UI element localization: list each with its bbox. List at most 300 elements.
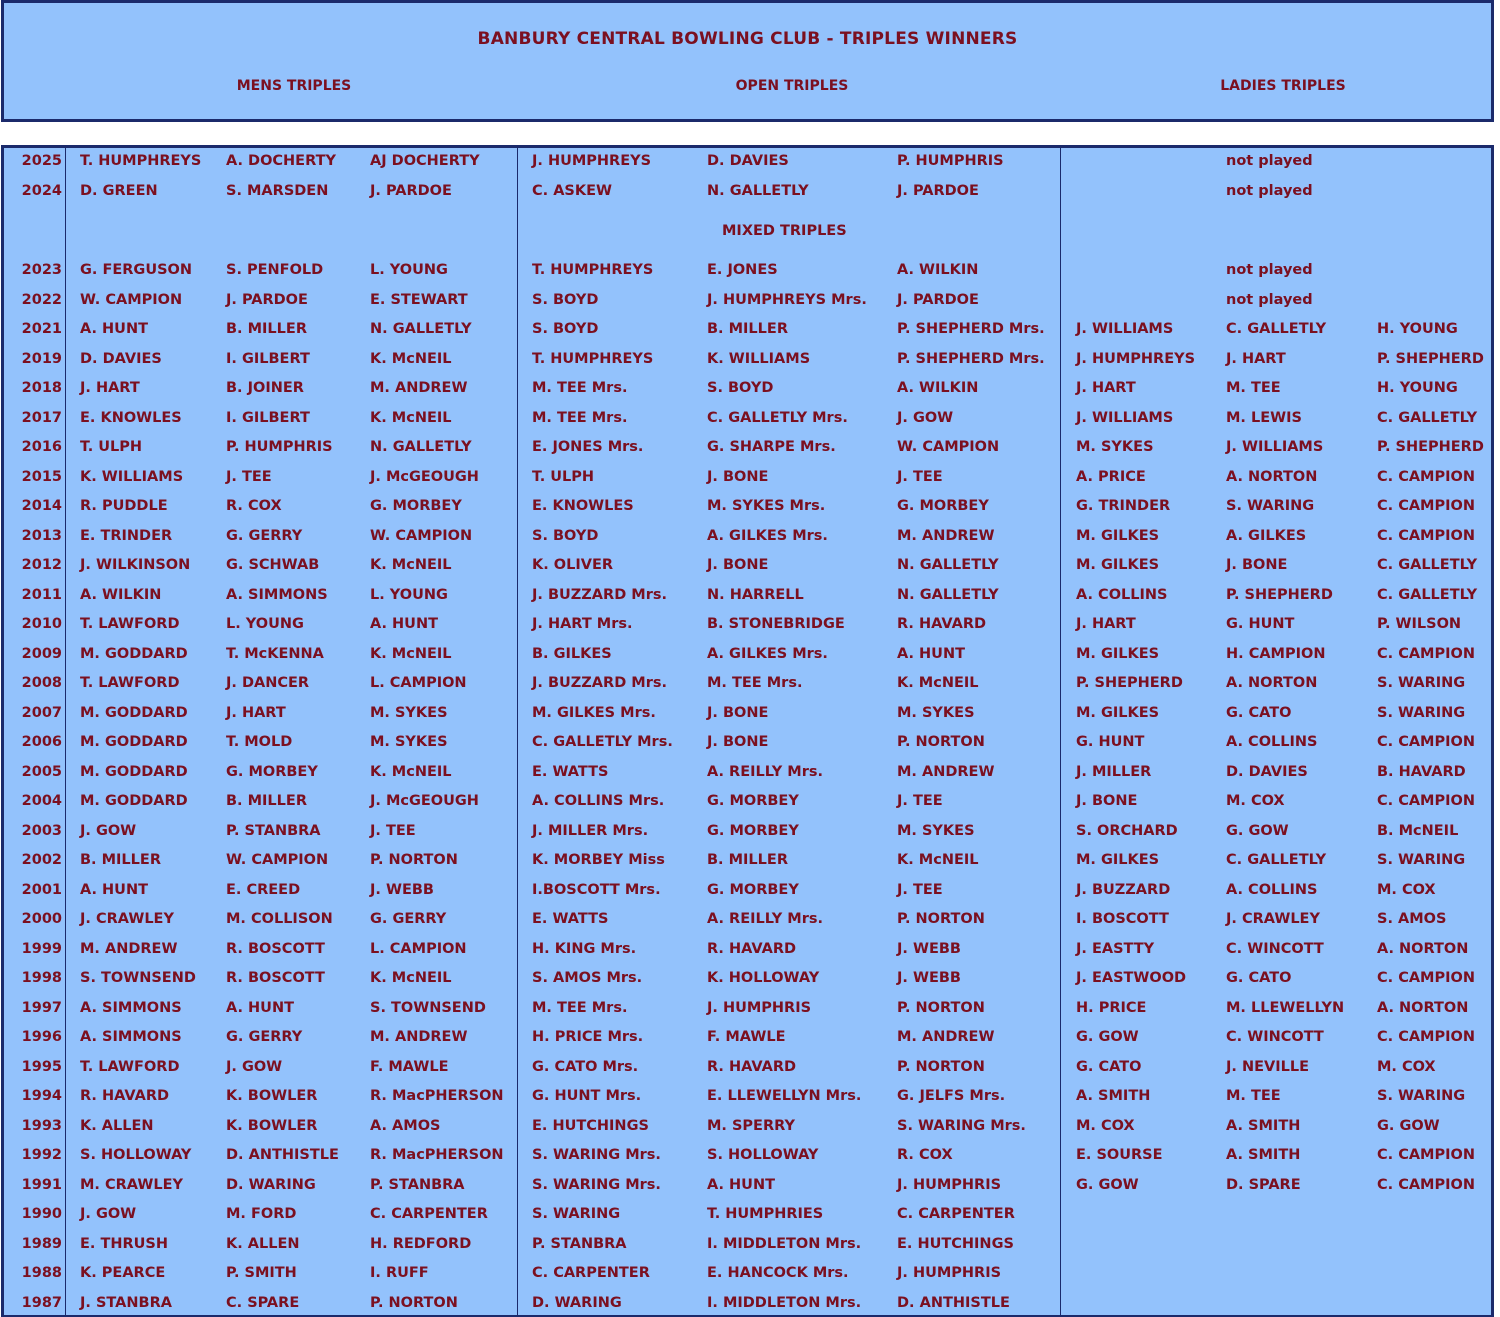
open-player-cell: J. PARDOE bbox=[897, 182, 979, 199]
mens-player-cell: P. STANBRA bbox=[226, 822, 321, 839]
mens-player-cell: B. JOINER bbox=[226, 380, 304, 396]
year-cell: 2005 bbox=[21, 763, 62, 780]
open-player-cell: W. CAMPION bbox=[897, 439, 1000, 455]
open-player-cell: J. BONE bbox=[707, 557, 769, 573]
ladies-player-cell: S. AMOS bbox=[1377, 911, 1447, 927]
ladies-player-cell: not played bbox=[1226, 153, 1313, 169]
ladies-player-cell: S. WARING bbox=[1377, 852, 1466, 868]
open-player-cell: B. GILKES bbox=[532, 645, 612, 662]
mens-player-cell: G. MORBEY bbox=[226, 763, 318, 780]
table-row bbox=[4, 939, 1494, 959]
ladies-player-cell: S. WARING bbox=[1377, 1088, 1466, 1104]
open-player-cell: D. WARING bbox=[532, 1294, 622, 1311]
year-cell: 1990 bbox=[21, 1206, 62, 1222]
mens-player-cell: T. HUMPHREYS bbox=[80, 153, 202, 169]
open-player-cell: M. SPERRY bbox=[707, 1117, 795, 1134]
mens-player-cell: S. MARSDEN bbox=[226, 182, 329, 199]
ladies-player-cell: G. GOW bbox=[1377, 1117, 1440, 1134]
open-player-cell: S. WARING bbox=[532, 1206, 621, 1222]
mens-player-cell: K. BOWLER bbox=[226, 1117, 318, 1134]
ladies-player-cell: M. GILKES bbox=[1076, 645, 1160, 662]
mens-player-cell: K. PEARCE bbox=[80, 1265, 166, 1281]
table-row bbox=[4, 909, 1494, 929]
ladies-player-cell: M. COX bbox=[1226, 793, 1285, 809]
year-cell: 1992 bbox=[21, 1147, 62, 1163]
mens-player-cell: E. CREED bbox=[226, 881, 301, 898]
ladies-player-cell: P. SHEPHERD bbox=[1377, 439, 1484, 455]
year-cell: 2013 bbox=[21, 527, 62, 544]
year-cell: 1988 bbox=[21, 1265, 62, 1281]
open-player-cell: J. GOW bbox=[897, 409, 954, 426]
year-cell: 2000 bbox=[21, 911, 62, 927]
mens-player-cell: K. McNEIL bbox=[370, 645, 452, 662]
open-player-cell: J. BONE bbox=[707, 468, 769, 485]
open-player-cell: C. GALLETLY Mrs. bbox=[707, 409, 848, 426]
ladies-player-cell: H. PRICE bbox=[1076, 999, 1147, 1016]
mens-player-cell: A. WILKIN bbox=[80, 586, 162, 603]
mens-player-cell: K. McNEIL bbox=[370, 557, 452, 573]
mens-player-cell: P. NORTON bbox=[370, 852, 458, 868]
open-player-cell: K. McNEIL bbox=[897, 675, 979, 691]
open-player-cell: A. REILLY Mrs. bbox=[707, 911, 823, 927]
year-cell: 2022 bbox=[21, 291, 62, 308]
table-row bbox=[4, 644, 1494, 664]
table-row bbox=[4, 585, 1494, 605]
open-player-cell: S. BOYD bbox=[707, 380, 774, 396]
mens-player-cell: B. MILLER bbox=[226, 321, 307, 337]
open-player-cell: J. WEBB bbox=[897, 970, 961, 986]
ladies-player-cell: P. WILSON bbox=[1377, 616, 1462, 632]
mens-player-cell: J. WEBB bbox=[370, 881, 434, 898]
open-player-cell: N. GALLETLY bbox=[897, 586, 999, 603]
table-row bbox=[4, 880, 1494, 900]
mens-player-cell: P. HUMPHRIS bbox=[226, 439, 333, 455]
table-row bbox=[4, 181, 1494, 201]
ladies-player-cell: C. CAMPION bbox=[1377, 970, 1475, 986]
open-player-cell: S. WARING Mrs. bbox=[897, 1117, 1026, 1134]
table-row bbox=[4, 673, 1494, 693]
table-row bbox=[4, 408, 1494, 428]
ladies-player-cell: M. GILKES bbox=[1076, 704, 1160, 721]
open-player-cell: S. BOYD bbox=[532, 291, 599, 308]
table-row bbox=[4, 1086, 1494, 1106]
open-player-cell: E. JONES Mrs. bbox=[532, 439, 644, 455]
mens-player-cell: J. GOW bbox=[80, 1206, 137, 1222]
mens-player-cell: A. HUNT bbox=[80, 881, 148, 898]
mens-player-cell: L. YOUNG bbox=[370, 262, 448, 278]
ladies-player-cell: M. LLEWELLYN bbox=[1226, 999, 1345, 1016]
open-player-cell: P. NORTON bbox=[897, 734, 985, 750]
open-player-cell: P. SHEPHERD Mrs. bbox=[897, 321, 1045, 337]
open-player-cell: J. HUMPHREYS Mrs. bbox=[707, 291, 867, 308]
mens-player-cell: P. SMITH bbox=[226, 1265, 297, 1281]
mens-player-cell: M. COLLISON bbox=[226, 911, 333, 927]
ladies-player-cell: M. COX bbox=[1076, 1117, 1135, 1134]
mens-player-cell: J. STANBRA bbox=[80, 1294, 172, 1311]
table-row bbox=[4, 703, 1494, 723]
ladies-player-cell: M. GILKES bbox=[1076, 557, 1160, 573]
year-cell: 2010 bbox=[21, 616, 62, 632]
mens-player-cell: G. GERRY bbox=[370, 911, 447, 927]
ladies-player-cell: C. GALLETLY bbox=[1377, 586, 1478, 603]
open-player-cell: T. HUMPHRIES bbox=[707, 1206, 824, 1222]
ladies-player-cell: C. CAMPION bbox=[1377, 468, 1475, 485]
open-player-cell: E. JONES bbox=[707, 262, 778, 278]
open-player-cell: M. TEE Mrs. bbox=[532, 409, 628, 426]
mens-player-cell: G. SCHWAB bbox=[226, 557, 320, 573]
mens-player-cell: R. MacPHERSON bbox=[370, 1088, 504, 1104]
open-player-cell: A. GILKES Mrs. bbox=[707, 645, 828, 662]
open-player-cell: S. WARING Mrs. bbox=[532, 1147, 661, 1163]
mens-player-cell: K. McNEIL bbox=[370, 350, 452, 367]
mens-player-cell: T. LAWFORD bbox=[80, 616, 180, 632]
mens-player-cell: T. LAWFORD bbox=[80, 675, 180, 691]
mens-player-cell: N. GALLETLY bbox=[370, 321, 472, 337]
mens-player-cell: I. GILBERT bbox=[226, 350, 310, 367]
year-cell: 1995 bbox=[21, 1058, 62, 1075]
year-cell: 2007 bbox=[21, 704, 62, 721]
open-player-cell: M. ANDREW bbox=[897, 763, 995, 780]
open-player-cell: K. MORBEY Miss bbox=[532, 852, 665, 868]
open-player-cell: E. WATTS bbox=[532, 763, 609, 780]
open-player-cell: P. NORTON bbox=[897, 911, 985, 927]
mens-player-cell: K. BOWLER bbox=[226, 1088, 318, 1104]
table-row bbox=[4, 1204, 1494, 1224]
mens-player-cell: L. CAMPION bbox=[370, 940, 467, 957]
table-row bbox=[4, 762, 1494, 782]
ladies-player-cell: A. SMITH bbox=[1226, 1117, 1301, 1134]
ladies-player-cell: G. TRINDER bbox=[1076, 498, 1171, 514]
ladies-player-cell: D. SPARE bbox=[1226, 1176, 1301, 1193]
open-player-cell: H. PRICE Mrs. bbox=[532, 1029, 644, 1045]
mixed-triples-label: MIXED TRIPLES bbox=[722, 223, 847, 239]
year-cell: 2021 bbox=[21, 321, 62, 337]
open-player-cell: E. WATTS bbox=[532, 911, 609, 927]
mens-player-cell: J. McGEOUGH bbox=[370, 793, 479, 809]
ladies-player-cell: J. HART bbox=[1076, 616, 1136, 632]
open-player-cell: G. MORBEY bbox=[707, 822, 799, 839]
mens-player-cell: M. ANDREW bbox=[370, 380, 468, 396]
mens-player-cell: C. CARPENTER bbox=[370, 1206, 488, 1222]
open-player-cell: J. HUMPHREYS bbox=[532, 153, 652, 169]
mens-player-cell: K. ALLEN bbox=[226, 1235, 300, 1252]
ladies-player-cell: E. SOURSE bbox=[1076, 1147, 1163, 1163]
table-row bbox=[4, 1234, 1494, 1254]
open-player-cell: P. SHEPHERD Mrs. bbox=[897, 350, 1045, 367]
year-cell: 2008 bbox=[21, 675, 62, 691]
mens-player-cell: M. FORD bbox=[226, 1206, 297, 1222]
ladies-player-cell: G. CATO bbox=[1226, 704, 1292, 721]
ladies-player-cell: C. CAMPION bbox=[1377, 734, 1475, 750]
table-row bbox=[4, 732, 1494, 752]
open-player-cell: M. TEE Mrs. bbox=[707, 675, 803, 691]
open-player-cell: S. BOYD bbox=[532, 527, 599, 544]
year-cell: 2002 bbox=[21, 852, 62, 868]
open-player-cell: S. HOLLOWAY bbox=[707, 1147, 819, 1163]
mens-player-cell: J. McGEOUGH bbox=[370, 468, 479, 485]
open-player-cell: C. CARPENTER bbox=[532, 1265, 650, 1281]
year-cell: 2023 bbox=[21, 262, 62, 278]
ladies-player-cell: A. COLLINS bbox=[1076, 586, 1168, 603]
mens-player-cell: H. REDFORD bbox=[370, 1235, 472, 1252]
ladies-player-cell: not played bbox=[1226, 262, 1313, 278]
mens-triples-heading: MENS TRIPLES bbox=[236, 78, 352, 94]
ladies-player-cell: M. SYKES bbox=[1076, 439, 1154, 455]
table-row bbox=[4, 437, 1494, 457]
ladies-player-cell: A. NORTON bbox=[1377, 940, 1469, 957]
table-row bbox=[4, 151, 1494, 171]
ladies-player-cell: C. CAMPION bbox=[1377, 1147, 1475, 1163]
open-player-cell: K. WILLIAMS bbox=[707, 350, 811, 367]
open-player-cell: K. McNEIL bbox=[897, 852, 979, 868]
mens-player-cell: L. CAMPION bbox=[370, 675, 467, 691]
open-player-cell: S. AMOS Mrs. bbox=[532, 970, 643, 986]
mens-player-cell: M. ANDREW bbox=[80, 940, 178, 957]
open-player-cell: E. LLEWELLYN Mrs. bbox=[707, 1088, 862, 1104]
ladies-player-cell: J. BONE bbox=[1076, 793, 1138, 809]
mens-player-cell: J. HART bbox=[226, 704, 286, 721]
ladies-player-cell: M. COX bbox=[1377, 1058, 1436, 1075]
ladies-player-cell: C. GALLETLY bbox=[1226, 321, 1327, 337]
open-player-cell: G. MORBEY bbox=[707, 881, 799, 898]
ladies-player-cell: B. McNEIL bbox=[1377, 822, 1459, 839]
ladies-player-cell: P. SHEPHERD bbox=[1377, 350, 1484, 367]
ladies-player-cell: J. HUMPHREYS bbox=[1076, 350, 1196, 367]
table-row bbox=[4, 349, 1494, 369]
table-row bbox=[4, 378, 1494, 398]
ladies-player-cell: M. GILKES bbox=[1076, 852, 1160, 868]
ladies-player-cell: M. COX bbox=[1377, 881, 1436, 898]
mens-player-cell: J. PARDOE bbox=[226, 291, 308, 308]
mens-player-cell: J. TEE bbox=[226, 468, 272, 485]
mens-player-cell: W. CAMPION bbox=[370, 527, 473, 544]
ladies-player-cell: C. GALLETLY bbox=[1377, 557, 1478, 573]
year-cell: 2011 bbox=[21, 586, 62, 603]
mens-player-cell: T. MOLD bbox=[226, 734, 293, 750]
mens-player-cell: B. MILLER bbox=[226, 793, 307, 809]
open-player-cell: G. CATO Mrs. bbox=[532, 1058, 639, 1075]
open-player-cell: A. HUNT bbox=[897, 645, 965, 662]
year-cell: 1991 bbox=[21, 1176, 62, 1193]
mens-player-cell: A. AMOS bbox=[370, 1117, 441, 1134]
mens-player-cell: K. ALLEN bbox=[80, 1117, 154, 1134]
open-player-cell: F. MAWLE bbox=[707, 1029, 786, 1045]
year-cell: 1998 bbox=[21, 970, 62, 986]
mens-player-cell: K. McNEIL bbox=[370, 409, 452, 426]
open-player-cell: T. HUMPHREYS bbox=[532, 262, 654, 278]
ladies-player-cell: J. WILLIAMS bbox=[1076, 409, 1174, 426]
mens-player-cell: G. GERRY bbox=[226, 1029, 303, 1045]
mens-player-cell: A. HUNT bbox=[80, 321, 148, 337]
year-cell: 2015 bbox=[21, 468, 62, 485]
open-player-cell: R. HAVARD bbox=[707, 1058, 797, 1075]
open-player-cell: B. MILLER bbox=[707, 852, 788, 868]
open-player-cell: A. COLLINS Mrs. bbox=[532, 793, 665, 809]
year-cell: 1997 bbox=[21, 999, 62, 1016]
open-player-cell: C. ASKEW bbox=[532, 182, 612, 199]
mens-player-cell: S. PENFOLD bbox=[226, 262, 324, 278]
mens-player-cell: G. GERRY bbox=[226, 527, 303, 544]
year-cell: 2001 bbox=[21, 881, 62, 898]
ladies-player-cell: A. NORTON bbox=[1377, 999, 1469, 1016]
table-row bbox=[4, 821, 1494, 841]
open-player-cell: A. WILKIN bbox=[897, 262, 979, 278]
open-player-cell: G. JELFS Mrs. bbox=[897, 1088, 1006, 1104]
mens-player-cell: A. HUNT bbox=[370, 616, 438, 632]
mens-player-cell: AJ DOCHERTY bbox=[370, 153, 480, 169]
mens-player-cell: B. MILLER bbox=[80, 852, 161, 868]
open-player-cell: E. HUTCHINGS bbox=[532, 1117, 649, 1134]
ladies-player-cell: H. YOUNG bbox=[1377, 380, 1458, 396]
year-cell: 2004 bbox=[21, 793, 62, 809]
open-player-cell: G. SHARPE Mrs. bbox=[707, 439, 836, 455]
header-panel bbox=[1, 0, 1494, 122]
open-player-cell: B. STONEBRIDGE bbox=[707, 616, 845, 632]
table-row bbox=[4, 850, 1494, 870]
open-player-cell: M. SYKES bbox=[897, 704, 975, 721]
year-cell: 2025 bbox=[21, 153, 62, 169]
table-row bbox=[4, 555, 1494, 575]
mens-player-cell: A. DOCHERTY bbox=[226, 153, 336, 169]
mens-player-cell: J. GOW bbox=[226, 1058, 283, 1075]
open-player-cell: N. GALLETLY bbox=[707, 182, 809, 199]
ladies-player-cell: J. EASTTY bbox=[1076, 940, 1155, 957]
ladies-player-cell: A. NORTON bbox=[1226, 675, 1318, 691]
ladies-player-cell: C. GALLETLY bbox=[1377, 409, 1478, 426]
table-row bbox=[4, 791, 1494, 811]
open-player-cell: J. HUMPHRIS bbox=[707, 999, 812, 1016]
year-cell: 2009 bbox=[21, 645, 62, 662]
table-row bbox=[4, 1145, 1494, 1165]
mens-player-cell: I. GILBERT bbox=[226, 409, 310, 426]
open-player-cell: P. STANBRA bbox=[532, 1235, 627, 1252]
mens-player-cell: N. GALLETLY bbox=[370, 439, 472, 455]
open-player-cell: R. COX bbox=[897, 1147, 953, 1163]
mens-player-cell: M. GODDARD bbox=[80, 704, 188, 721]
mens-player-cell: T. LAWFORD bbox=[80, 1058, 180, 1075]
open-player-cell: K. HOLLOWAY bbox=[707, 970, 820, 986]
mens-player-cell: J. CRAWLEY bbox=[80, 911, 174, 927]
open-player-cell: R. HAVARD bbox=[707, 940, 797, 957]
open-player-cell: M. GILKES Mrs. bbox=[532, 704, 656, 721]
ladies-player-cell: B. HAVARD bbox=[1377, 763, 1466, 780]
year-cell: 2017 bbox=[21, 409, 62, 426]
ladies-player-cell: S. WARING bbox=[1377, 704, 1466, 721]
year-cell: 1993 bbox=[21, 1117, 62, 1134]
mens-player-cell: M. SYKES bbox=[370, 704, 448, 721]
table-row bbox=[4, 1116, 1494, 1136]
mens-player-cell: L. YOUNG bbox=[226, 616, 304, 632]
mens-player-cell: J. HART bbox=[80, 380, 140, 396]
mens-player-cell: R. COX bbox=[226, 498, 282, 514]
year-cell: 2016 bbox=[21, 439, 62, 455]
open-player-cell: T. HUMPHREYS bbox=[532, 350, 654, 367]
ladies-player-cell: G. GOW bbox=[1076, 1029, 1139, 1045]
mens-player-cell: A. SIMMONS bbox=[80, 1029, 182, 1045]
ladies-player-cell: P. SHEPHERD bbox=[1076, 675, 1183, 691]
open-player-cell: J. TEE bbox=[897, 793, 943, 809]
open-player-cell: I. MIDDLETON Mrs. bbox=[707, 1294, 862, 1311]
open-player-cell: E. KNOWLES bbox=[532, 498, 634, 514]
open-player-cell: S. WARING Mrs. bbox=[532, 1176, 661, 1193]
open-player-cell: E. HUTCHINGS bbox=[897, 1235, 1014, 1252]
ladies-player-cell: C. CAMPION bbox=[1377, 645, 1475, 662]
table-row bbox=[4, 614, 1494, 634]
mens-player-cell: S. HOLLOWAY bbox=[80, 1147, 192, 1163]
open-player-cell: B. MILLER bbox=[707, 321, 788, 337]
mens-player-cell: E. STEWART bbox=[370, 291, 468, 308]
mens-player-cell: M. GODDARD bbox=[80, 734, 188, 750]
open-player-cell: I.BOSCOTT Mrs. bbox=[532, 881, 661, 898]
ladies-player-cell: J. MILLER bbox=[1076, 763, 1152, 780]
ladies-player-cell: C. CAMPION bbox=[1377, 1029, 1475, 1045]
year-cell: 2006 bbox=[21, 734, 62, 750]
mens-player-cell: F. MAWLE bbox=[370, 1058, 449, 1075]
mens-player-cell: G. MORBEY bbox=[370, 498, 462, 514]
mens-player-cell: W. CAMPION bbox=[226, 852, 329, 868]
mens-player-cell: S. TOWNSEND bbox=[370, 999, 486, 1016]
open-player-cell: J. WEBB bbox=[897, 940, 961, 957]
mens-player-cell: J. DANCER bbox=[226, 675, 310, 691]
ladies-player-cell: G. CATO bbox=[1226, 970, 1292, 986]
ladies-player-cell: A. GILKES bbox=[1226, 527, 1307, 544]
open-player-cell: M. ANDREW bbox=[897, 527, 995, 544]
table-row bbox=[4, 496, 1494, 516]
open-player-cell: I. MIDDLETON Mrs. bbox=[707, 1235, 862, 1252]
ladies-player-cell: J. HART bbox=[1226, 350, 1286, 367]
mens-player-cell: E. KNOWLES bbox=[80, 409, 182, 426]
open-player-cell: R. HAVARD bbox=[897, 616, 987, 632]
ladies-player-cell: A. PRICE bbox=[1076, 468, 1146, 485]
mens-player-cell: M. GODDARD bbox=[80, 793, 188, 809]
table-row bbox=[4, 467, 1494, 487]
mens-player-cell: K. WILLIAMS bbox=[80, 468, 184, 485]
open-player-cell: J. BUZZARD Mrs. bbox=[532, 675, 667, 691]
mens-player-cell: A. SIMMONS bbox=[80, 999, 182, 1016]
year-cell: 1999 bbox=[21, 940, 62, 957]
open-player-cell: G. HUNT Mrs. bbox=[532, 1088, 642, 1104]
open-player-cell: P. NORTON bbox=[897, 1058, 985, 1075]
ladies-player-cell: G. GOW bbox=[1226, 822, 1289, 839]
year-cell: 2018 bbox=[21, 380, 62, 396]
open-player-cell: M. SYKES bbox=[897, 822, 975, 839]
table-row bbox=[4, 260, 1494, 280]
open-player-cell: E. HANCOCK Mrs. bbox=[707, 1265, 849, 1281]
ladies-player-cell: M. LEWIS bbox=[1226, 409, 1302, 426]
ladies-player-cell: J. CRAWLEY bbox=[1226, 911, 1320, 927]
ladies-player-cell: J. BONE bbox=[1226, 557, 1288, 573]
open-player-cell: C. GALLETLY Mrs. bbox=[532, 734, 673, 750]
table-row bbox=[4, 998, 1494, 1018]
mens-player-cell: J. PARDOE bbox=[370, 182, 452, 199]
ladies-player-cell: C. WINCOTT bbox=[1226, 1029, 1324, 1045]
open-player-cell: J. HART Mrs. bbox=[532, 616, 633, 632]
mens-player-cell: C. SPARE bbox=[226, 1294, 300, 1311]
mens-player-cell: J. TEE bbox=[370, 822, 416, 839]
table-row bbox=[4, 1057, 1494, 1077]
ladies-player-cell: C. CAMPION bbox=[1377, 1176, 1475, 1193]
ladies-player-cell: I. BOSCOTT bbox=[1076, 911, 1169, 927]
open-player-cell: J. PARDOE bbox=[897, 291, 979, 308]
open-player-cell: N. HARRELL bbox=[707, 586, 804, 603]
ladies-player-cell: not played bbox=[1226, 291, 1313, 308]
open-player-cell: N. GALLETLY bbox=[897, 557, 999, 573]
ladies-player-cell: C. CAMPION bbox=[1377, 498, 1475, 514]
ladies-player-cell: J. WILLIAMS bbox=[1076, 321, 1174, 337]
ladies-player-cell: G. HUNT bbox=[1076, 734, 1145, 750]
mens-player-cell: P. STANBRA bbox=[370, 1176, 465, 1193]
open-player-cell: J. BONE bbox=[707, 704, 769, 721]
